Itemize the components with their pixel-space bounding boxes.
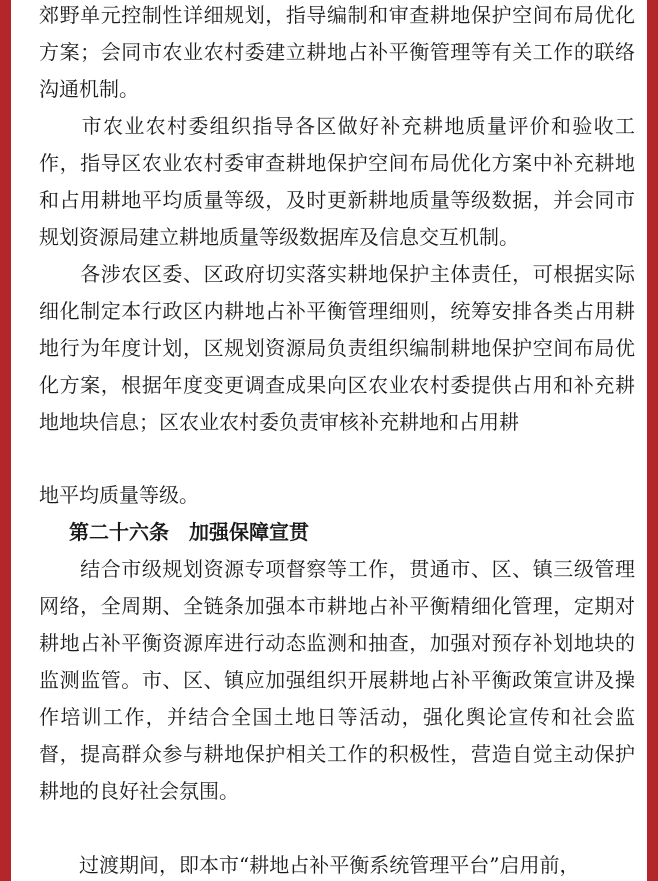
paragraph-5: 结合市级规划资源专项督察等工作，贯通市、区、镇三级管理网络，全周期、全链条加强本市耕地占补平衡精细化管理，定期对耕地占补平衡资源库进行动态监测和抽查，加强对预存补划地块的监测监管。市、区、镇应加强组织开展耕地占补平衡政策宣讲及操作培训工作，并结合全国土地日等活动，强化舆论宣传和社会监督，提高群众参与耕地保护相关工作的积极性，营造自觉主动保护耕地的良好社会氛围。 <box>39 557 635 803</box>
paragraph-2: 市农业农村委组织指导各区做好补充耕地质量评价和验收工作，指导区农业农村委审查耕地保护空间布局优化方案中补充耕地和占用耕地平均质量等级，及时更新耕地质量等级数据，并会同市规划资源局建立耕地质量等级数据库及信息交互机制。 <box>39 114 635 249</box>
article-heading: 第二十六条 加强保障宣贯 <box>69 520 309 544</box>
paragraph-6: 过渡期间，即本市“耕地占补平衡系统管理平台”启用前， <box>39 853 580 877</box>
paragraph-4: 地平均质量等级。 <box>39 483 199 507</box>
paragraph-1: 郊野单元控制性详细规划，指导编制和审查耕地保护空间布局优化方案；会同市农业农村委建立耕地占补平衡管理等有关工作的联络沟通机制。 <box>39 3 635 101</box>
paragraph-3: 各涉农区委、区政府切实落实耕地保护主体责任，可根据实际细化制定本行政区内耕地占补平衡管理细则，统筹安排各类占用耕地行为年度计划，区规划资源局负责组织编制耕地保护空间布局优化方案，根据年度变更调查成果向区农业农村委提供占用和补充耕地地块信息；区农业农村委负责审核补充耕地和占用耕 <box>39 262 635 434</box>
document-page <box>11 0 647 881</box>
